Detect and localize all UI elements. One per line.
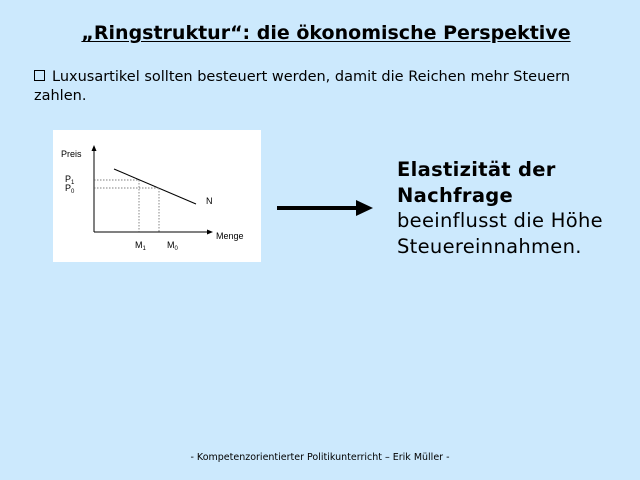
x-axis-label: Menge — [216, 231, 244, 241]
elasticity-body: beeinflusst die Höhe Steuereinnahmen. — [397, 209, 603, 258]
bullet-text: Luxusartikel sollten besteuert werden, damit die Reichen mehr Steuern zahlen. — [34, 69, 571, 104]
arrow-right-icon — [276, 196, 376, 220]
checkbox-square-icon — [34, 70, 45, 81]
bullet-point — [34, 68, 594, 106]
demand-chart — [53, 130, 261, 262]
series-label-n: N — [206, 196, 213, 206]
tick-label-p1: $P_1$ — [65, 174, 75, 186]
slide-footer: - Kompetenzorientierter Politikunterricht – Erik Müller - — [190, 452, 450, 463]
tick-label-m1: $M_1$ — [135, 240, 146, 252]
elasticity-heading: Elastizität der Nachfrage — [397, 158, 556, 207]
y-axis-arrowhead — [92, 145, 97, 151]
tick-label-p0: $P_0$ — [65, 183, 75, 195]
demand-chart-svg — [53, 130, 261, 262]
tick-label-m0: $M_0$ — [167, 240, 178, 252]
demand-line-n — [114, 169, 196, 204]
elasticity-note — [397, 157, 627, 259]
slide-title: „Ringstruktur“: die ökonomische Perspektive — [81, 22, 571, 44]
x-axis-arrowhead — [207, 230, 213, 235]
y-axis-label: Preis — [61, 149, 82, 159]
